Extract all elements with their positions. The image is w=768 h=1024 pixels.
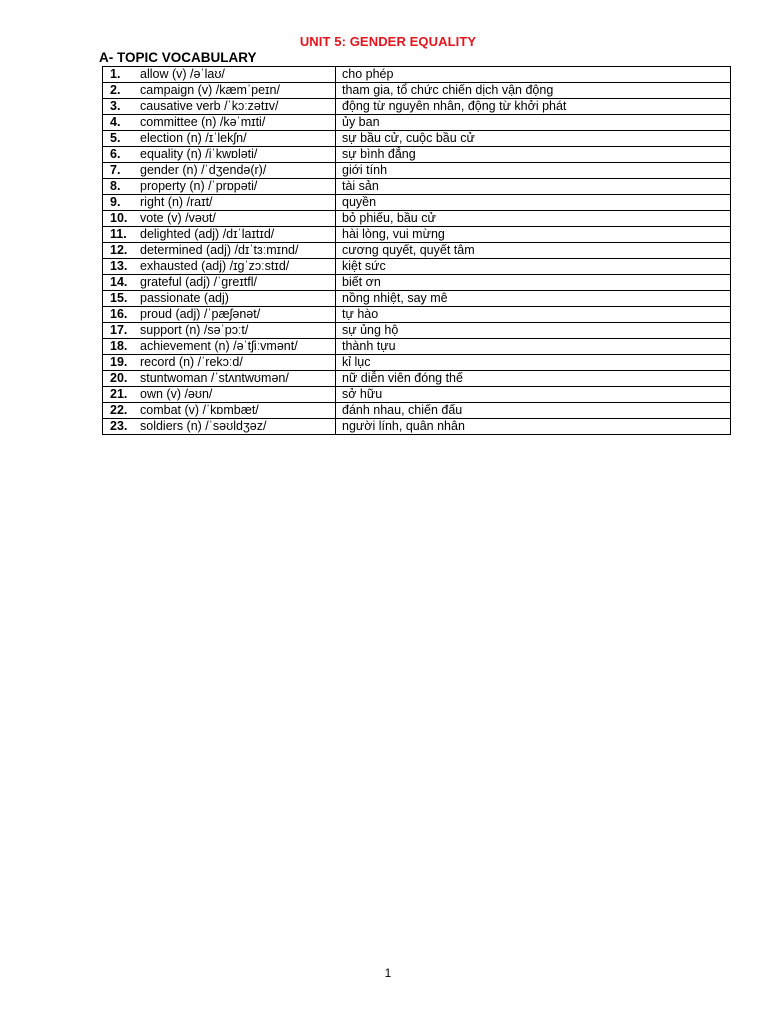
vocab-word-cell — [103, 307, 336, 323]
vocab-meaning: động từ nguyên nhân, động từ khởi phát — [336, 99, 731, 115]
vocab-row — [103, 307, 731, 323]
vocab-word-cell — [103, 355, 336, 371]
vocab-meaning: người lính, quân nhân — [336, 419, 731, 435]
vocab-word-cell — [103, 419, 336, 435]
vocab-word-cell — [103, 163, 336, 179]
vocab-meaning: sự bình đẳng — [336, 147, 731, 163]
vocab-row — [103, 83, 731, 99]
vocab-number: 1. — [110, 67, 121, 81]
vocab-meaning: biết ơn — [336, 275, 731, 291]
vocab-number: 22. — [110, 403, 128, 417]
vocab-row — [103, 259, 731, 275]
vocab-word-cell — [103, 403, 336, 419]
vocab-word-cell — [103, 243, 336, 259]
vocab-meaning: hài lòng, vui mừng — [336, 227, 731, 243]
vocab-number: 16. — [110, 307, 128, 321]
vocab-meaning: cương quyết, quyết tâm — [336, 243, 731, 259]
vocab-word: equality (n) /iˈkwɒləti/ — [140, 147, 258, 161]
vocab-number: 18. — [110, 339, 128, 353]
vocab-row — [103, 179, 731, 195]
vocab-meaning: tham gia, tổ chức chiến dịch vận động — [336, 83, 731, 99]
unit-title: UNIT 5: GENDER EQUALITY — [299, 34, 477, 49]
vocab-word: right (n) /raɪt/ — [140, 195, 213, 209]
vocab-meaning: cho phép — [336, 67, 731, 83]
vocab-word-cell — [103, 275, 336, 291]
vocab-word-cell — [103, 339, 336, 355]
vocab-number: 23. — [110, 419, 128, 433]
vocab-number: 11. — [110, 227, 127, 241]
vocab-word-cell — [103, 259, 336, 275]
vocab-row — [103, 243, 731, 259]
vocab-row — [103, 291, 731, 307]
vocab-row — [103, 163, 731, 179]
vocab-number: 13. — [110, 259, 128, 273]
vocabulary-table-body — [103, 67, 731, 435]
vocab-meaning: sự bầu cử, cuộc bầu cử — [336, 131, 731, 147]
vocab-number: 5. — [110, 131, 121, 145]
vocab-meaning: tài sản — [336, 179, 731, 195]
vocab-row — [103, 195, 731, 211]
vocab-row — [103, 99, 731, 115]
vocab-row — [103, 355, 731, 371]
vocab-number: 12. — [110, 243, 128, 257]
vocab-word-cell — [103, 195, 336, 211]
vocab-word-cell — [103, 99, 336, 115]
vocab-word: record (n) /ˈrekɔːd/ — [140, 355, 243, 369]
vocab-word-cell — [103, 211, 336, 227]
vocab-number: 20. — [110, 371, 128, 385]
vocab-word: soldiers (n) /ˈsəʊldʒəz/ — [140, 419, 267, 433]
section-heading: A- TOPIC VOCABULARY — [99, 50, 257, 65]
vocab-number: 15. — [110, 291, 128, 305]
vocab-word: determined (adj) /dɪˈtɜːmɪnd/ — [140, 243, 299, 257]
vocab-word-cell — [103, 323, 336, 339]
vocab-number: 9. — [110, 195, 121, 209]
vocab-row — [103, 323, 731, 339]
vocab-word-cell — [103, 387, 336, 403]
vocab-meaning: ủy ban — [336, 115, 731, 131]
vocab-number: 19. — [110, 355, 128, 369]
vocab-meaning: giới tính — [336, 163, 731, 179]
vocab-row — [103, 403, 731, 419]
vocab-number: 3. — [110, 99, 121, 113]
vocab-word-cell — [103, 291, 336, 307]
vocab-word: achievement (n) /əˈtʃiːvmənt/ — [140, 339, 298, 353]
vocab-number: 7. — [110, 163, 121, 177]
vocab-meaning: nồng nhiệt, say mê — [336, 291, 731, 307]
vocab-number: 6. — [110, 147, 121, 161]
vocab-word: combat (v) /ˈkɒmbæt/ — [140, 403, 259, 417]
vocab-word: vote (v) /vəʊt/ — [140, 211, 216, 225]
vocab-word-cell — [103, 147, 336, 163]
vocab-word: allow (v) /əˈlaʊ/ — [140, 67, 225, 81]
vocab-word-cell — [103, 227, 336, 243]
vocab-word: delighted (adj) /dɪˈlaɪtɪd/ — [140, 227, 275, 241]
vocab-number: 21. — [110, 387, 128, 401]
vocab-meaning: kỉ lục — [336, 355, 731, 371]
vocab-word: grateful (adj) /ˈɡreɪtfl/ — [140, 275, 257, 289]
vocab-meaning: nữ diễn viên đóng thế — [336, 371, 731, 387]
vocab-meaning: tự hào — [336, 307, 731, 323]
vocab-meaning: đánh nhau, chiến đấu — [336, 403, 731, 419]
vocab-row — [103, 67, 731, 83]
vocab-number: 8. — [110, 179, 121, 193]
vocab-word: election (n) /ɪˈlekʃn/ — [140, 131, 247, 145]
vocab-word: property (n) /ˈprɒpəti/ — [140, 179, 258, 193]
vocab-word-cell — [103, 115, 336, 131]
vocab-number: 2. — [110, 83, 121, 97]
vocab-word-cell — [103, 83, 336, 99]
vocab-meaning: quyền — [336, 195, 731, 211]
vocab-word-cell — [103, 179, 336, 195]
vocab-meaning: sự ủng hộ — [336, 323, 731, 339]
page-number: 1 — [384, 966, 392, 980]
vocab-row — [103, 371, 731, 387]
vocab-row — [103, 227, 731, 243]
vocab-word: campaign (v) /kæmˈpeɪn/ — [140, 83, 280, 97]
vocab-word: committee (n) /kəˈmɪti/ — [140, 115, 266, 129]
vocab-word: support (n) /səˈpɔːt/ — [140, 323, 249, 337]
vocab-row — [103, 131, 731, 147]
vocab-row — [103, 339, 731, 355]
vocab-number: 10. — [110, 211, 128, 225]
vocab-meaning: thành tựu — [336, 339, 731, 355]
vocab-word: passionate (adj) — [140, 291, 229, 305]
vocab-row — [103, 147, 731, 163]
vocab-word: stuntwoman /ˈstʌntwʊmən/ — [140, 371, 289, 385]
vocab-word-cell — [103, 67, 336, 83]
vocab-row — [103, 211, 731, 227]
vocab-number: 14. — [110, 275, 128, 289]
vocab-row — [103, 419, 731, 435]
vocab-number: 17. — [110, 323, 128, 337]
vocab-word: own (v) /əʊn/ — [140, 387, 213, 401]
vocab-word: causative verb /ˈkɔːzətɪv/ — [140, 99, 279, 113]
vocab-meaning: bỏ phiếu, bầu cử — [336, 211, 731, 227]
vocabulary-table — [102, 66, 731, 435]
vocab-word: gender (n) /ˈdʒendə(r)/ — [140, 163, 267, 177]
vocab-word-cell — [103, 131, 336, 147]
vocab-meaning: sở hữu — [336, 387, 731, 403]
vocab-word-cell — [103, 371, 336, 387]
vocab-word: exhausted (adj) /ɪɡˈzɔːstɪd/ — [140, 259, 290, 273]
vocab-row — [103, 115, 731, 131]
vocab-number: 4. — [110, 115, 121, 129]
vocab-meaning: kiệt sức — [336, 259, 731, 275]
vocab-word: proud (adj) /ˈpæʃənət/ — [140, 307, 261, 321]
vocab-row — [103, 275, 731, 291]
vocab-row — [103, 387, 731, 403]
